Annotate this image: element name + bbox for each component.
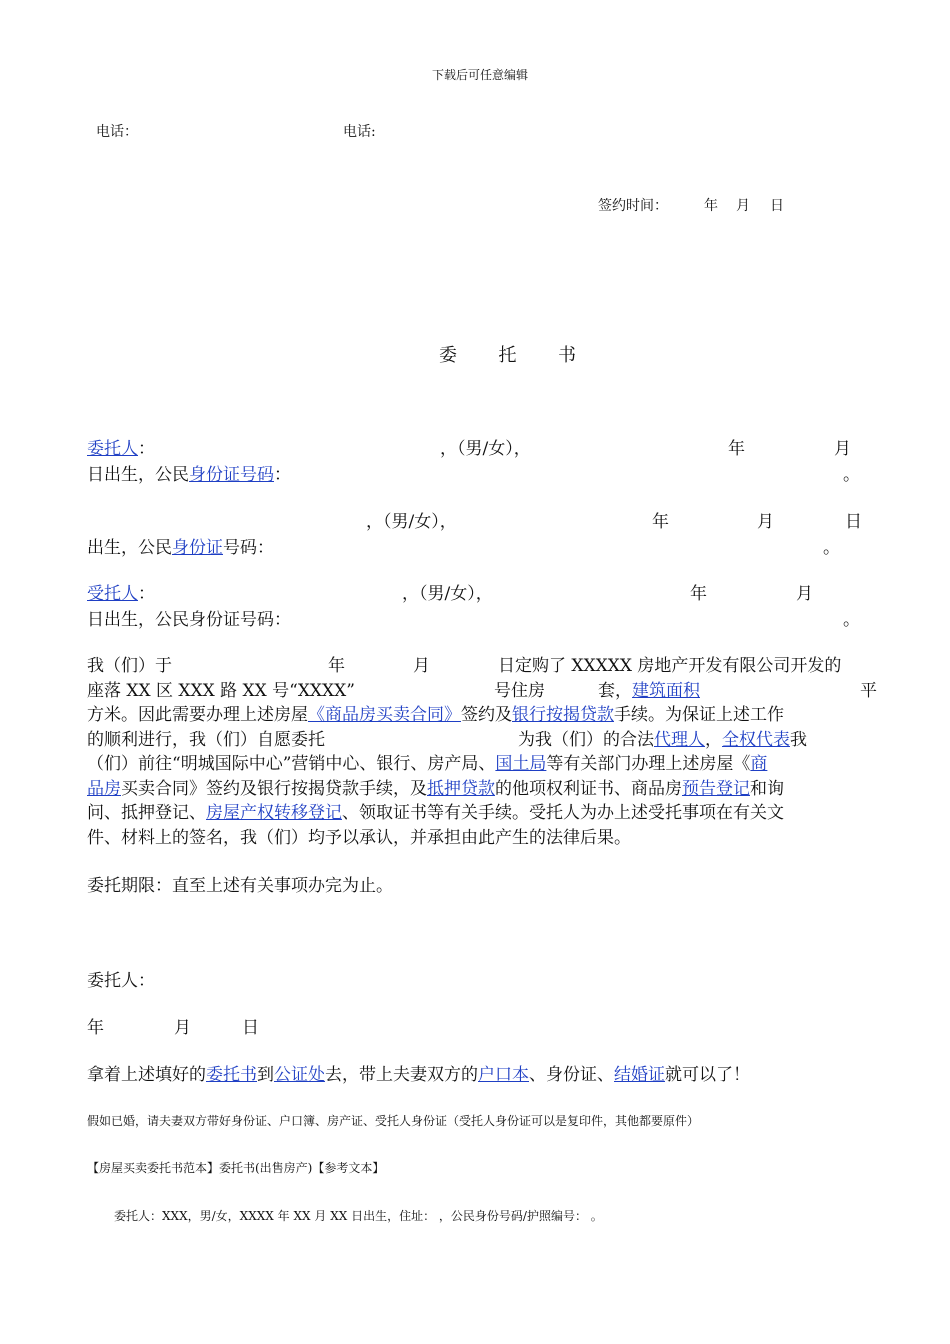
principal1-month: 月 xyxy=(834,439,851,459)
principal1-born: 日出生，公民 xyxy=(87,465,189,485)
body-line6-c: 和询 xyxy=(750,779,784,799)
instruction-a: 拿着上述填好的 xyxy=(87,1065,206,1085)
body-line6-b: 的他项权利证书、商品房 xyxy=(495,779,682,799)
body-line7-a: 问、抵押登记、 xyxy=(87,803,206,823)
land-bureau-link[interactable]: 国土局 xyxy=(495,754,547,774)
body-line4-c: ， xyxy=(705,730,722,750)
sign-time-label: 签约时间： xyxy=(598,198,668,214)
principal1-line1 xyxy=(87,434,155,459)
title-char-1: 委 xyxy=(439,345,457,366)
body-line5 xyxy=(87,749,767,774)
body-line1-year: 年 xyxy=(328,656,345,676)
sign-time-year: 年 xyxy=(704,198,718,214)
body-line7 xyxy=(87,798,784,823)
power-of-attorney-link[interactable]: 委托书 xyxy=(206,1065,257,1085)
agent-line1 xyxy=(87,579,155,604)
body-line6-a: 买卖合同》签约及银行按揭贷款手续，及 xyxy=(121,779,427,799)
commercial-housing-link-b[interactable]: 品房 xyxy=(87,779,121,799)
full-power-representative-link[interactable]: 全权代表 xyxy=(722,730,790,750)
term-text: 委托期限：直至上述有关事项办完为止。 xyxy=(87,876,393,896)
agent-link[interactable]: 受托人 xyxy=(87,584,138,604)
household-register-link[interactable]: 户口本 xyxy=(478,1065,529,1085)
property-transfer-link[interactable]: 房屋产权转移登记 xyxy=(206,803,342,823)
agent-gender: ，（男/女）， xyxy=(402,584,493,604)
principal1-end: 。 xyxy=(843,465,860,485)
phone-label-right: 电话: xyxy=(343,124,376,140)
body-line1-a: 我（们）于 xyxy=(87,656,172,676)
body-line6 xyxy=(87,774,784,799)
notary-office-link[interactable]: 公证处 xyxy=(274,1065,325,1085)
body-line2-b: 号住房 xyxy=(494,681,545,701)
principal-link[interactable]: 委托人 xyxy=(87,439,138,459)
principal2-line2 xyxy=(87,533,274,558)
body-line1-month: 月 xyxy=(413,656,430,676)
married-note: 假如已婚，请夫妻双方带好身份证、户口簿、房产证、受托人身份证（受托人身份证可以是复印件，其他都要原件） xyxy=(87,1114,700,1128)
doc-title xyxy=(439,341,576,367)
sign-year: 年 xyxy=(87,1018,104,1038)
principal2-month: 月 xyxy=(757,512,774,532)
body-line4-a: 的顺利进行，我（们）自愿委托 xyxy=(87,730,325,750)
mortgage-loan-link[interactable]: 抵押贷款 xyxy=(427,779,495,799)
commercial-housing-link-a[interactable]: 商 xyxy=(750,754,768,774)
sign-day: 日 xyxy=(242,1018,259,1038)
body-line2-c-text: 套， xyxy=(598,681,632,701)
body-line2-a: 座落 XX 区 XXX 路 XX 号“XXXX” xyxy=(87,681,355,701)
principal1-year: 年 xyxy=(728,439,745,459)
body-line1-b: 日定购了 XXXXX 房地产开发有限公司开发的 xyxy=(498,656,842,676)
agent-representative-link[interactable]: 代理人 xyxy=(654,730,705,750)
instruction-line xyxy=(87,1060,750,1085)
title-char-2: 托 xyxy=(498,345,517,366)
body-line5-b: 等有关部门办理上述房屋《 xyxy=(546,754,751,774)
sign-time-month: 月 xyxy=(736,198,750,214)
body-line3 xyxy=(87,700,784,725)
principal2-year: 年 xyxy=(652,512,669,532)
instruction-c: 去，带上夫妻双方的 xyxy=(325,1065,478,1085)
sample-line: 委托人：XXX，男/女，XXXX 年 XX 月 XX 日出生，住址： ，公民身份号码/护照编号： 。 xyxy=(114,1209,603,1223)
body-line3-b: 签约及 xyxy=(461,705,512,725)
body-line3-c: 手续。为保证上述工作 xyxy=(614,705,784,725)
title-char-3: 书 xyxy=(557,345,576,366)
principal2-end: 。 xyxy=(823,538,840,558)
body-line3-a: 方米。因此需要办理上述房屋 xyxy=(87,705,308,725)
principal2-gender: ，（男/女）， xyxy=(366,512,457,532)
phone-label-left: 电话： xyxy=(96,124,138,140)
principal2-id-rest: 号码： xyxy=(223,538,274,558)
instruction-b: 到 xyxy=(257,1065,274,1085)
marriage-certificate-link[interactable]: 结婚证 xyxy=(614,1065,665,1085)
principal1-id-colon: ： xyxy=(274,465,291,485)
principal1-line2 xyxy=(87,460,291,485)
sales-contract-link[interactable]: 《商品房买卖合同》 xyxy=(308,705,461,725)
header-note: 下载后可任意编辑 xyxy=(432,68,529,82)
sign-label: 委托人： xyxy=(87,971,155,991)
principal1-gender: ，（男/女）， xyxy=(440,439,531,459)
instruction-d: 、身份证、 xyxy=(529,1065,614,1085)
principal2-born: 出生，公民 xyxy=(87,538,172,558)
body-line4-b: 为我（们）的合法 xyxy=(518,730,654,750)
sign-month: 月 xyxy=(174,1018,191,1038)
instruction-e: 就可以了！ xyxy=(665,1065,750,1085)
id-number-link[interactable]: 身份证号码 xyxy=(189,465,274,485)
body-line4-rest xyxy=(518,725,807,750)
body-line8: 件、材料上的签名，我（们）均予以承认，并承担由此产生的法律后果。 xyxy=(87,828,631,848)
agent-born: 日出生，公民身份证号码： xyxy=(87,610,291,630)
pre-registration-link[interactable]: 预告登记 xyxy=(682,779,750,799)
agent-month: 月 xyxy=(796,584,813,604)
body-line2-c xyxy=(598,676,700,701)
sign-time-day: 日 xyxy=(770,198,784,214)
id-card-link[interactable]: 身份证 xyxy=(172,538,223,558)
building-area-link[interactable]: 建筑面积 xyxy=(632,681,700,701)
body-line4-d: 我 xyxy=(790,730,807,750)
principal-colon: ： xyxy=(138,439,155,459)
body-line5-a: （们）前往“明城国际中心”营销中心、银行、房产局、 xyxy=(87,754,496,774)
agent-year: 年 xyxy=(690,584,707,604)
bank-mortgage-link[interactable]: 银行按揭贷款 xyxy=(512,705,614,725)
agent-colon: ： xyxy=(138,584,155,604)
body-line7-b: 、领取证书等有关手续。受托人为办上述受托事项在有关文 xyxy=(342,803,784,823)
body-line2-d: 平 xyxy=(860,681,877,701)
agent-end: 。 xyxy=(843,610,860,630)
sample-title: 【房屋买卖委托书范本】委托书(出售房产)【参考文本】 xyxy=(87,1161,385,1175)
principal2-day: 日 xyxy=(845,512,862,532)
